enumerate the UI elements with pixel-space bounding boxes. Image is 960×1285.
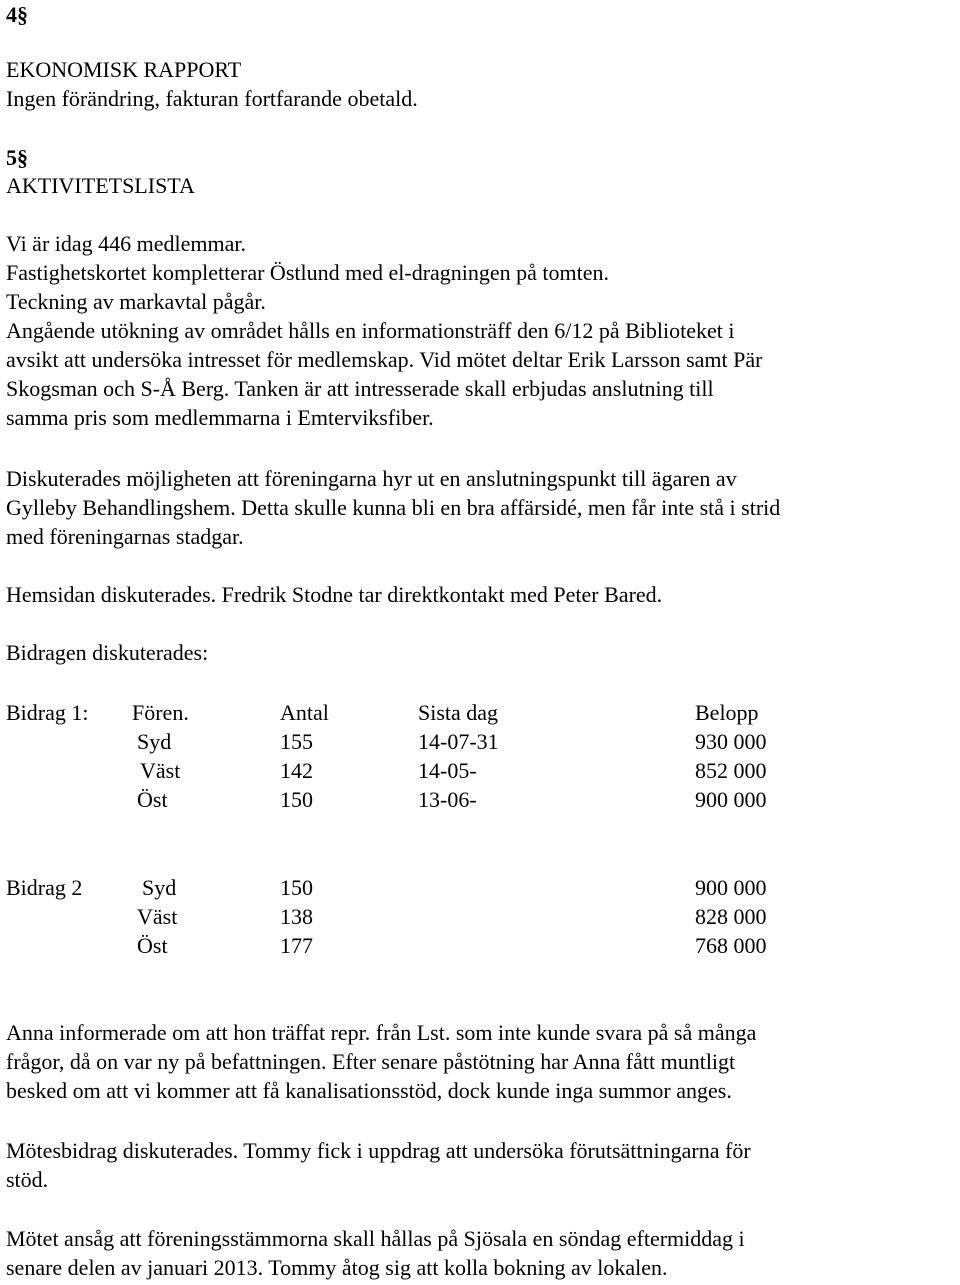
table-cell: 14-05- (418, 758, 477, 783)
table-cell: 142 (280, 758, 313, 783)
table-cell: Syd (137, 729, 172, 754)
table-header-cell: Bidrag 1: (6, 700, 89, 725)
table-cell: 900 000 (695, 875, 767, 900)
section-heading: AKTIVITETSLISTA (6, 173, 195, 198)
table-cell: 14-07-31 (418, 729, 499, 754)
table-cell: 768 000 (695, 933, 767, 958)
paragraph-line: avsikt att undersöka intresset för medlemskap. Vid mötet deltar Erik Larsson samt Pär (6, 347, 763, 372)
paragraph-line: Bidragen diskuterades: (6, 640, 209, 665)
table-cell: Väst (140, 758, 181, 783)
table-cell: 155 (280, 729, 313, 754)
paragraph-line: frågor, då on var ny på befattningen. Efter senare påstötning har Anna fått muntligt (6, 1049, 736, 1074)
paragraph-line: Angående utökning av området hålls en informationsträff den 6/12 på Biblioteket i (6, 318, 735, 343)
table-cell: 150 (280, 875, 313, 900)
section-text: Vi är idag 446 medlemmar. (6, 231, 247, 256)
table-cell: 900 000 (695, 787, 767, 812)
paragraph-line: besked om att vi kommer att få kanalisationsstöd, dock kunde inga summor anges. (6, 1078, 732, 1103)
section-text: Teckning av markavtal pågår. (6, 289, 266, 314)
table-cell: 138 (280, 904, 313, 929)
paragraph-line: senare delen av januari 2013. Tommy åtog sig att kolla bokning av lokalen. (6, 1255, 668, 1280)
paragraph-line: Diskuterades möjligheten att föreningarna hyr ut en anslutningspunkt till ägaren av (6, 466, 737, 491)
paragraph-line: Gylleby Behandlingshem. Detta skulle kunna bli en bra affärsidé, men får inte stå i strid (6, 495, 781, 520)
paragraph-line: stöd. (6, 1167, 49, 1192)
paragraph-line: med föreningarnas stadgar. (6, 524, 244, 549)
table-cell: Syd (142, 875, 177, 900)
table-cell: Väst (137, 904, 178, 929)
table-row-label: Bidrag 2 (6, 875, 83, 900)
table-header-cell: Antal (280, 700, 329, 725)
section-number: 4§ (6, 2, 28, 27)
table-header-cell: Sista dag (418, 700, 499, 725)
section-text: Fastighetskortet kompletterar Östlund med el-dragningen på tomten. (6, 260, 610, 285)
paragraph-line: Mötesbidrag diskuterades. Tommy fick i uppdrag att undersöka förutsättningarna för (6, 1138, 751, 1163)
paragraph-line: samma pris som medlemmarna i Emterviksfiber. (6, 405, 434, 430)
table-cell: 177 (280, 933, 313, 958)
section-heading: EKONOMISK RAPPORT (6, 57, 242, 82)
section-number: 5§ (6, 145, 28, 170)
table-cell: Öst (137, 933, 168, 958)
table-cell: 852 000 (695, 758, 767, 783)
table-cell: Öst (137, 787, 168, 812)
paragraph-line: Skogsman och S-Å Berg. Tanken är att intresserade skall erbjudas anslutning till (6, 376, 714, 401)
table-cell: 828 000 (695, 904, 767, 929)
table-header-cell: Fören. (132, 700, 189, 725)
table-cell: 13-06- (418, 787, 477, 812)
table-header-cell: Belopp (695, 700, 759, 725)
section-text: Ingen förändring, fakturan fortfarande obetald. (6, 86, 418, 111)
paragraph-line: Hemsidan diskuterades. Fredrik Stodne tar direktkontakt med Peter Bared. (6, 582, 663, 607)
table-cell: 150 (280, 787, 313, 812)
paragraph-line: Anna informerade om att hon träffat repr. från Lst. som inte kunde svara på så många (6, 1020, 757, 1045)
table-cell: 930 000 (695, 729, 767, 754)
paragraph-line: Mötet ansåg att föreningsstämmorna skall hållas på Sjösala en söndag eftermiddag i (6, 1226, 745, 1251)
